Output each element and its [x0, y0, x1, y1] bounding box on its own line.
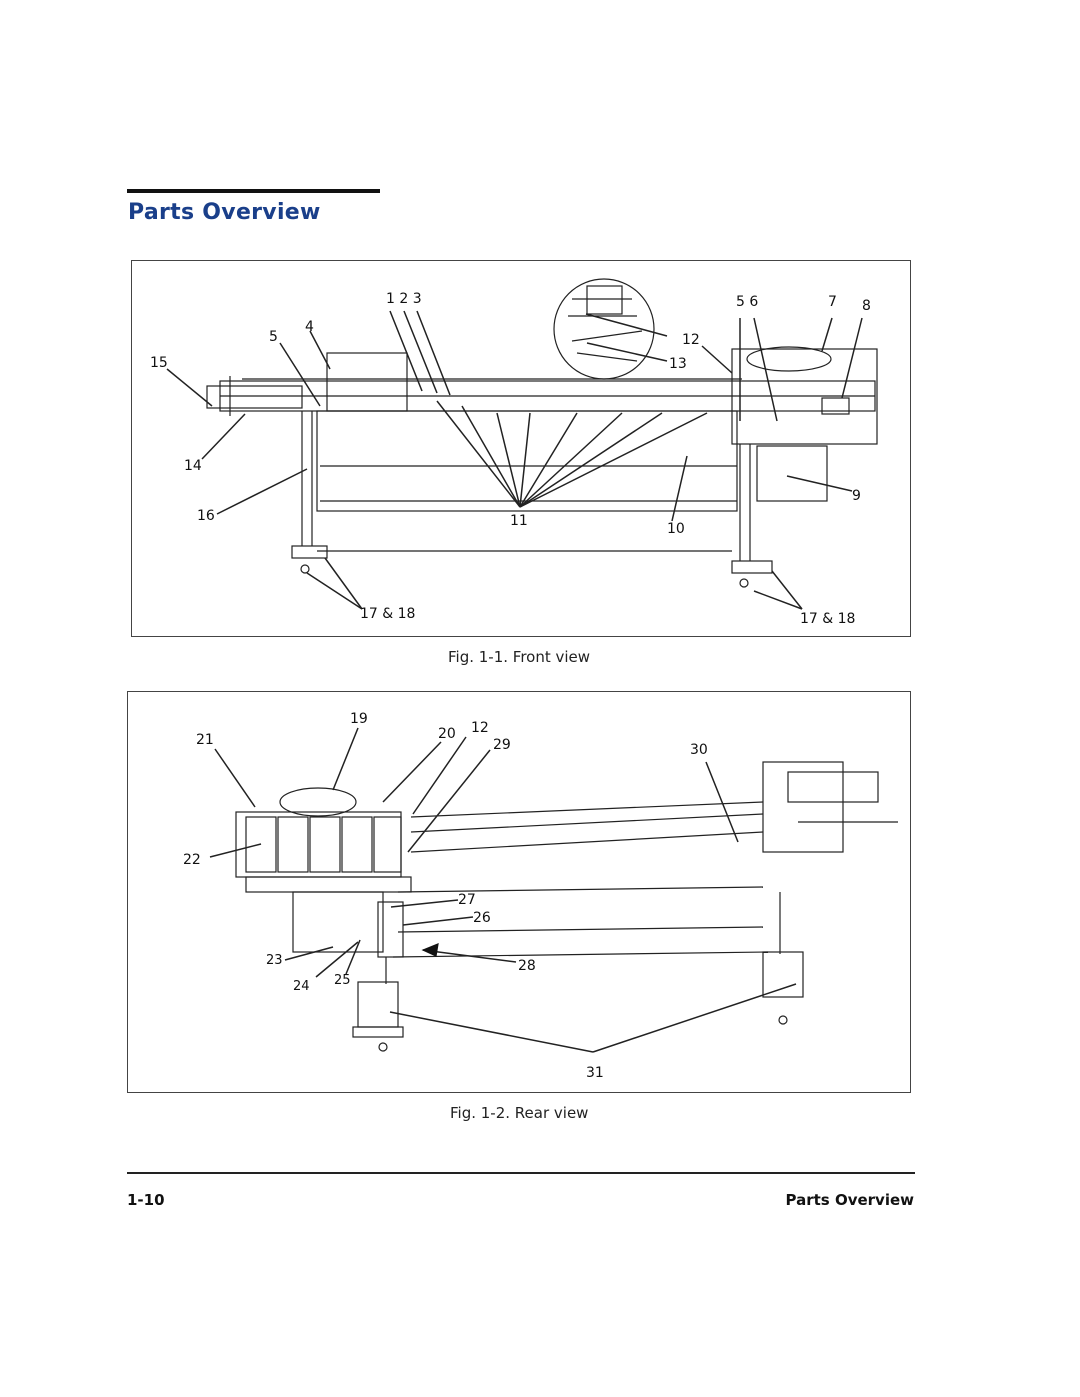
callout-13: 13 — [669, 356, 687, 372]
callout-12: 12 — [682, 332, 700, 348]
rear-view-figure — [127, 691, 911, 1093]
callout-27: 27 — [458, 892, 476, 908]
callout-14: 14 — [184, 458, 202, 474]
callout-16: 16 — [197, 508, 215, 524]
callout-10: 10 — [667, 521, 685, 537]
callout-24: 24 — [293, 979, 310, 994]
ink-cartridge-ellipse — [747, 347, 831, 371]
callout-17-18-left: 17 & 18 — [360, 606, 416, 622]
footer-rule — [127, 1172, 915, 1174]
callout-31: 31 — [586, 1065, 604, 1081]
callout-23: 23 — [266, 953, 283, 968]
page-title: Parts Overview — [128, 200, 321, 225]
callout-9: 9 — [852, 488, 861, 504]
callout-1-2-3: 1 2 3 — [386, 291, 422, 307]
title-rule — [127, 189, 380, 193]
callout-7: 7 — [828, 294, 837, 310]
front-view-figure — [131, 260, 911, 637]
callout-5-left: 5 — [269, 329, 278, 345]
callout-8: 8 — [862, 298, 871, 314]
callout-28: 28 — [518, 958, 536, 974]
callout-22: 22 — [183, 852, 201, 868]
front-view-drawing — [132, 261, 910, 636]
callout-4: 4 — [305, 319, 314, 335]
callout-20: 20 — [438, 726, 456, 742]
callout-5-6: 5 6 — [736, 294, 759, 310]
callout-19: 19 — [350, 711, 368, 727]
callout-11: 11 — [510, 513, 528, 529]
callout-12: 12 — [471, 720, 489, 736]
callout-17-18-right: 17 & 18 — [800, 611, 856, 627]
rear-view-drawing — [128, 692, 910, 1092]
callout-30: 30 — [690, 742, 708, 758]
callout-26: 26 — [473, 910, 491, 926]
footer-section-title: Parts Overview — [785, 1191, 914, 1209]
front-view-caption: Fig. 1-1. Front view — [448, 648, 591, 666]
page-number: 1-10 — [127, 1191, 165, 1209]
callout-15: 15 — [150, 355, 168, 371]
rear-view-caption: Fig. 1-2. Rear view — [450, 1104, 589, 1122]
callout-29: 29 — [493, 737, 511, 753]
callout-21: 21 — [196, 732, 214, 748]
callout-25: 25 — [334, 973, 351, 988]
